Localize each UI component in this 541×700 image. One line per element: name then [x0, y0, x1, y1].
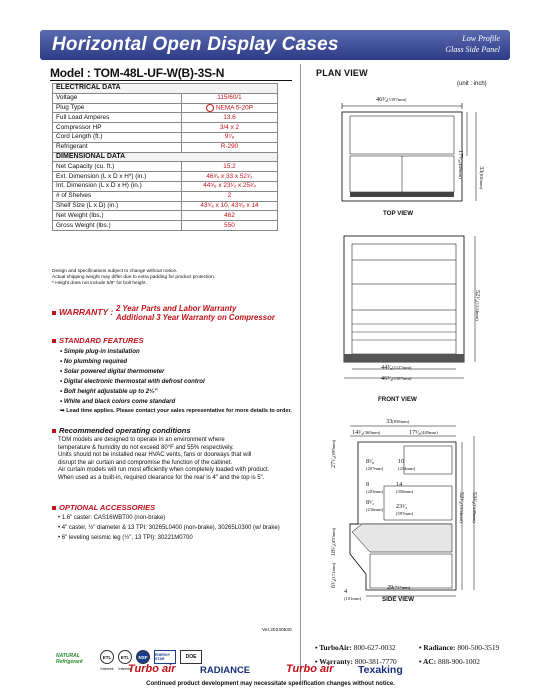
- dimensional-data-heading: DIMENSIONAL DATA: [53, 152, 278, 162]
- optional-accessories-heading: [52, 503, 155, 512]
- dim-mm: (1187mm): [392, 376, 412, 381]
- dim-value: 27¹⁄₂: [330, 456, 337, 468]
- turboair-logo: Turbo air: [128, 663, 176, 675]
- list-item: • No plumbing required: [60, 358, 128, 365]
- list-item: • Digital electronic thermostat with defrost control: [60, 378, 205, 385]
- row-value: 13.6: [182, 113, 278, 123]
- side-view-top-a: [352, 429, 380, 436]
- texaking-logo: Texaking: [358, 664, 403, 676]
- bullet-square-icon: [52, 339, 56, 343]
- top-view-width: [376, 96, 406, 103]
- top-view-total-depth: [478, 166, 485, 189]
- note-line: Actual shipping weight may differ due to extra padding for product protection.: [52, 275, 216, 280]
- etl-sanitation-badge-icon: ETL: [118, 650, 132, 664]
- contact-label: • TurboAir:: [315, 643, 352, 652]
- row-value: 15.2: [182, 162, 278, 172]
- dim-value: 52¹⁄₂: [474, 290, 481, 302]
- row-label: Gross Weight (lbs.): [53, 221, 182, 231]
- subtitle-line1: Low Profile: [462, 34, 500, 43]
- side-view-label: SIDE VIEW: [382, 596, 414, 603]
- dim-value: 53¹⁄₈: [471, 492, 478, 504]
- front-view-outer-width: [381, 375, 411, 382]
- note-line: Design and specifications subject to change without notice.: [52, 269, 178, 274]
- title-banner: [40, 30, 510, 60]
- row-label: Voltage: [53, 93, 182, 103]
- table-row: [53, 113, 278, 123]
- dim-value: 52¹⁄₂: [458, 492, 465, 504]
- standard-features-title: STANDARD FEATURES: [59, 336, 144, 345]
- side-view-top-b: [409, 429, 438, 436]
- warranty-line2: Additional 3 Year Warranty on Compressor: [116, 313, 275, 322]
- dim-mm: (1334mm): [459, 503, 464, 523]
- row-value: 43⁵⁄₈ x 10, 43⁵⁄₈ x 14: [182, 201, 278, 211]
- operating-line: temperature & humidity do not exceed 80°F and 55% respectively.: [58, 444, 234, 451]
- dim-value: 17⁵⁄₈: [457, 150, 464, 162]
- contact-label: • Radiance:: [419, 643, 456, 652]
- dim-mm: (597mm): [396, 511, 414, 516]
- side-view-bottom: [387, 584, 410, 591]
- bullet-square-icon: [52, 429, 56, 433]
- energy-star-icon: ENERGY STAR: [154, 650, 176, 664]
- operating-line: TOM models are designed to operate in an environment where: [58, 437, 225, 443]
- contact-label: • Warranty:: [315, 657, 353, 666]
- spec-table: [52, 83, 278, 231]
- side-view-r1: [458, 492, 465, 523]
- dim-value: 14¹⁄₂: [352, 429, 364, 436]
- contact-turboair: [315, 643, 396, 652]
- plan-view-heading: PLAN VIEW: [316, 68, 368, 78]
- operating-heading: [52, 426, 191, 435]
- row-value: [182, 103, 278, 113]
- table-row: [53, 103, 278, 113]
- subtitle-line2: Glass Side Panel: [445, 45, 500, 54]
- row-value: 3/4 x 2: [182, 123, 278, 133]
- column-divider: [300, 64, 301, 684]
- side-view-drawing: [340, 424, 490, 599]
- dim-value: 17⁵⁄₈: [409, 429, 421, 436]
- dim-value: 8: [366, 481, 370, 488]
- intertek-label: Intertek: [118, 666, 132, 671]
- contact-phone: 800-627-0032: [353, 643, 396, 652]
- natural-text: NATURAL: [56, 653, 80, 659]
- dim-value: 18¹⁄₂: [330, 544, 337, 556]
- dim-value: 33: [478, 166, 485, 173]
- table-row: [53, 172, 278, 182]
- dim-value: 8¹⁄₈: [366, 458, 375, 465]
- row-label: Net Capacity (cu. ft.): [53, 162, 182, 172]
- warranty-label: [52, 307, 113, 317]
- list-item: • 1.6" caster: CAS16WBT00 (non-brake): [58, 515, 166, 521]
- operating-line: When used as a built-in, required clearance for the rear is 4" and the top is 5".: [58, 474, 265, 481]
- table-row: [53, 162, 278, 172]
- dim-value: 8¹⁄₂: [366, 499, 375, 506]
- row-label: Compressor HP: [53, 123, 182, 133]
- bullet-square-icon: [52, 506, 56, 510]
- natural-refrigerant-logo: [56, 654, 96, 665]
- dim-mm: (1127mm): [392, 365, 412, 370]
- dim-mm: (1349mm): [472, 503, 477, 523]
- top-view-label: TOP VIEW: [383, 210, 414, 217]
- row-label: Plug Type: [53, 103, 182, 113]
- version-label: Ver.20240530: [262, 628, 292, 633]
- row-label: Net Weight (lbs.): [53, 211, 182, 221]
- row-label: Full Load Amperes: [53, 113, 182, 123]
- dim-mm: (254mm): [398, 466, 416, 471]
- footer-disclaimer: Continued product development may necessitate specification changes without notice.: [146, 681, 395, 687]
- row-label: # of Shelves: [53, 191, 182, 201]
- front-view-drawing: [340, 232, 490, 382]
- side-view-d3: [366, 481, 383, 495]
- model-number: Model : TOM-48L-UF-W(B)-3S-N: [50, 66, 225, 80]
- plug-type-value: NEMA 5-20P: [216, 104, 253, 112]
- list-item: • Bolt height adjustable up to 2¹⁄₈": [60, 388, 158, 395]
- side-view-d5: [366, 499, 383, 513]
- dim-mm: (203mm): [366, 489, 384, 494]
- dim-mm: (1187mm): [387, 97, 407, 102]
- plug-icon: [206, 104, 214, 112]
- side-view-h4: [344, 588, 361, 602]
- dim-mm: (470mm): [331, 527, 336, 545]
- side-view-d6: [396, 503, 413, 517]
- electrical-data-heading: ELECTRICAL DATA: [53, 84, 278, 94]
- list-item: • 4" caster, ½" diameter & 13 TPI: 30265L0400 (non-brake), 30265L0300 (w/ brake): [58, 525, 280, 531]
- contact-ac: [419, 657, 480, 666]
- list-item: • Simple plug-in installation: [60, 348, 140, 355]
- dim-value: 46³⁄₄: [376, 96, 388, 103]
- dim-mm: (369mm): [363, 430, 381, 435]
- row-label: Cord Length (ft.): [53, 132, 182, 142]
- bullet-square-icon: [52, 311, 56, 315]
- contact-radiance: [419, 643, 499, 652]
- page-title: Horizontal Open Display Cases: [52, 34, 339, 55]
- row-value: 2: [182, 191, 278, 201]
- refrigerant-text: Refrigerant: [56, 658, 83, 665]
- list-item: • Solar powered digital thermometer: [60, 368, 165, 375]
- list-item: • 6" leveling seismic leg (½", 13 TPI): 30221M0700: [58, 535, 193, 541]
- top-view-depth: [457, 150, 464, 179]
- table-row: [53, 132, 278, 142]
- dim-mm: (171mm): [331, 562, 336, 580]
- front-view-inner-width: [381, 364, 411, 371]
- contact-label: • AC:: [419, 657, 437, 666]
- dim-value: 46³⁄₄: [381, 375, 393, 382]
- dim-value: 33: [386, 418, 393, 425]
- dim-value: 44³⁄₈: [381, 364, 393, 371]
- warranty-line1: 2 Year Parts and Labor Warranty: [116, 304, 237, 313]
- model-underline: [50, 80, 292, 81]
- etl-badge-icon: ETL: [100, 650, 114, 664]
- row-label: Ext. Dimension (L x D x H*) (in.): [53, 172, 182, 182]
- dim-value: 23¹⁄₂: [396, 503, 408, 510]
- standard-features-heading: [52, 336, 144, 345]
- dim-mm: (838mm): [392, 419, 410, 424]
- dim-value: 29: [387, 584, 394, 591]
- contact-phone: 800-500-3519: [457, 643, 500, 652]
- lead-time-note: ➡ Lead time applies. Please contact your sales representative for more details to order.: [60, 408, 292, 414]
- contact-phone: 888-900-1002: [438, 657, 480, 666]
- table-row: [53, 211, 278, 221]
- optional-accessories-title: OPTIONAL ACCESSORIES: [59, 503, 156, 512]
- table-row: [53, 181, 278, 191]
- side-view-d2: [398, 458, 415, 472]
- dim-mm: (449mm): [420, 430, 438, 435]
- turboair-logo: Turbo air: [286, 663, 334, 675]
- dim-mm: (449mm): [458, 161, 463, 179]
- nsf-badge-icon: NSF: [136, 650, 150, 664]
- row-value: 44⁵⁄₈ x 23¹⁄₂ x 25¹⁄₄: [182, 181, 278, 191]
- unit-label: (unit : inch): [457, 81, 487, 87]
- dim-mm: (216mm): [366, 507, 384, 512]
- list-item: • White and black colors come standard: [60, 398, 176, 405]
- side-view-d1: [366, 458, 383, 472]
- side-view-h3: [330, 563, 337, 588]
- operating-title: Recommended operating conditions: [59, 426, 191, 435]
- table-row: [53, 221, 278, 231]
- side-view-r2: [471, 492, 478, 523]
- row-value: 115/60/1: [182, 93, 278, 103]
- dim-value: 6³⁄₄: [330, 579, 337, 588]
- warranty-label-text: WARRANTY :: [59, 307, 114, 317]
- contact-phone: 800-381-7770: [354, 657, 397, 666]
- side-view-d4: [396, 481, 413, 495]
- front-view-label: FRONT VIEW: [378, 396, 417, 403]
- dim-mm: (356mm): [396, 489, 414, 494]
- doe-badge-icon: DOE: [180, 650, 202, 664]
- operating-line: disrupt the air curtain and compromise the function of the cabinet.: [58, 459, 233, 466]
- radiance-logo: RADIANCE: [200, 665, 251, 676]
- row-value: R-290: [182, 142, 278, 152]
- side-view-top-total: [386, 418, 409, 425]
- operating-line: Air curtain models will run most efficiently when completely loaded with product.: [58, 467, 270, 473]
- table-row: [53, 142, 278, 152]
- side-view-h1: [330, 440, 337, 468]
- dim-value: 14: [396, 481, 403, 488]
- intertek-label: Intertek: [100, 666, 114, 671]
- row-label: Shelf Size (L x D) (in.): [53, 201, 182, 211]
- row-value: 46³⁄₄ x 33 x 52¹⁄₂: [182, 172, 278, 182]
- table-row: [53, 201, 278, 211]
- table-row: [53, 93, 278, 103]
- operating-line: Units should not be installed near HVAC vents, fans or doorways that will: [58, 452, 252, 458]
- row-value: 550: [182, 221, 278, 231]
- table-row: [53, 123, 278, 133]
- dim-value: 10: [398, 458, 405, 465]
- dim-mm: (207mm): [366, 466, 384, 471]
- row-value: 462: [182, 211, 278, 221]
- dim-value: 4: [344, 588, 348, 595]
- table-row: [53, 191, 278, 201]
- dim-mm: (838mm): [479, 172, 484, 190]
- front-view-height: [474, 290, 481, 321]
- note-line: * Height does not include 5/8" for bolt height.: [52, 281, 147, 286]
- dim-mm: (1334mm): [475, 301, 480, 321]
- side-view-h2: [330, 528, 337, 556]
- dim-mm: (737mm): [393, 585, 411, 590]
- dim-mm: (101mm): [344, 596, 362, 601]
- row-label: Int. Dimension (L x D x H) (in.): [53, 181, 182, 191]
- row-label: Refrigerant: [53, 142, 182, 152]
- dim-mm: (699mm): [331, 439, 336, 457]
- row-value: 9⁷⁄₈: [182, 132, 278, 142]
